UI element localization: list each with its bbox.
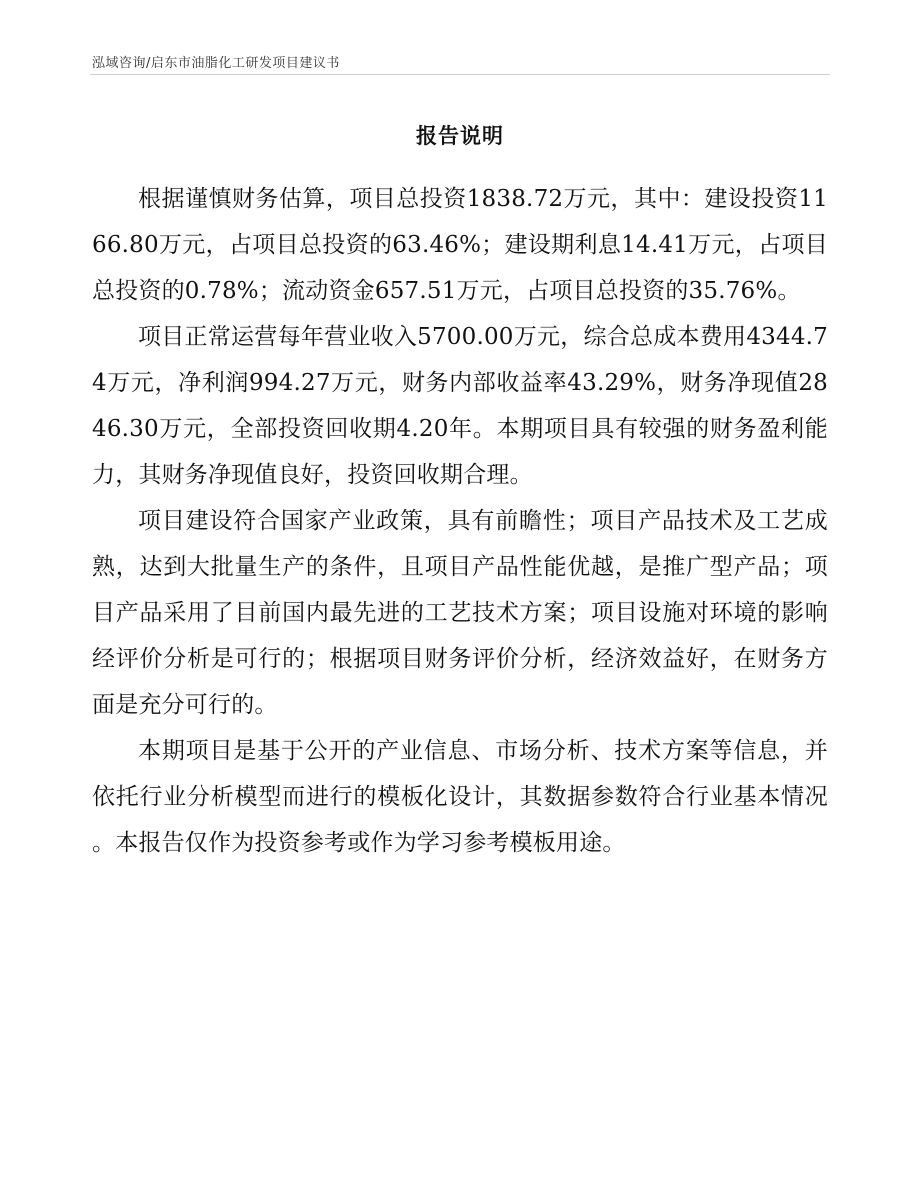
page-header-breadcrumb: 泓域咨询/启东市油脂化工研发项目建议书 bbox=[92, 56, 340, 71]
page-title: 报告说明 bbox=[416, 124, 504, 148]
paragraph-feasibility: 项目建设符合国家产业政策，具有前瞻性；项目产品技术及工艺成熟，达到大批量生产的条件，且项目产品性能优越，是推广型产品；项目产品采用了目前国内最先进的工艺技术方案；项目设施对环境的影响经评价分析是可行的；根据项目财务评价分析，经济效益好，在财务方面是充分可行的。 bbox=[92, 508, 828, 718]
header-divider bbox=[90, 74, 830, 75]
document-body bbox=[92, 176, 828, 866]
paragraph-disclaimer: 本期项目是基于公开的产业信息、市场分析、技术方案等信息，并依托行业分析模型而进行的模板化设计，其数据参数符合行业基本情况。本报告仅作为投资参考或作为学习参考模板用途。 bbox=[92, 738, 828, 856]
paragraph-financials: 项目正常运营每年营业收入5700.00万元，综合总成本费用4344.74万元，净利润994.27万元，财务内部收益率43.29%，财务净现值2846.30万元，全部投资回收期4.20年。本期项目具有较强的财务盈利能力，其财务净现值良好，投资回收期合理。 bbox=[92, 324, 828, 488]
paragraph-investment: 根据谨慎财务估算，项目总投资1838.72万元，其中：建设投资1166.80万元，占项目总投资的63.46%；建设期利息14.41万元，占项目总投资的0.78%；流动资金657.51万元，占项目总投资的35.76%。 bbox=[92, 186, 828, 304]
